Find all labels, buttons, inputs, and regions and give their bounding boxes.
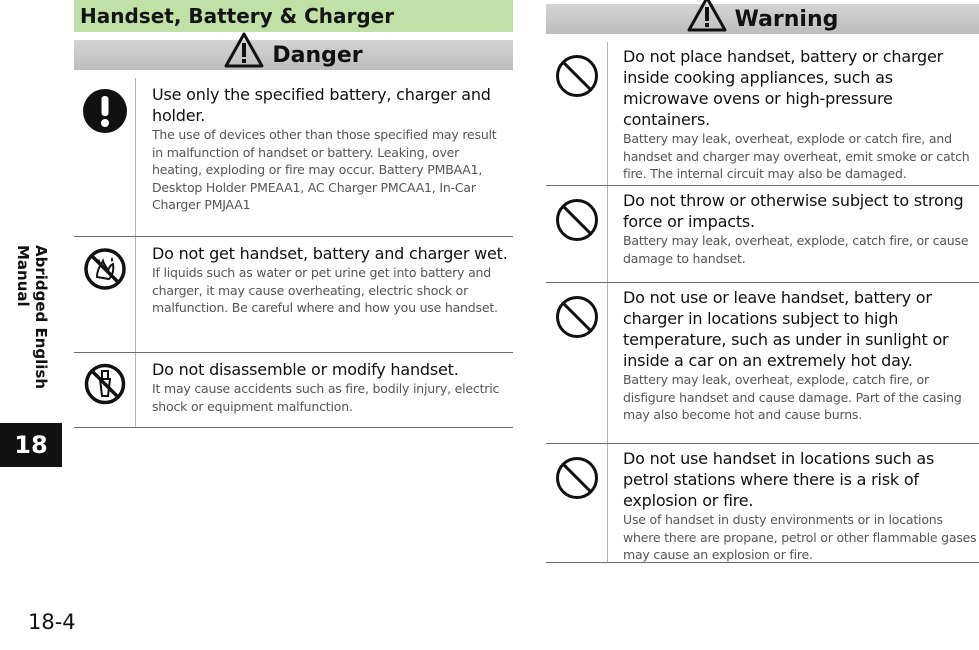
- page-number: 18-4: [28, 610, 76, 634]
- item-heading: Do not get handset, battery and charger wet.: [152, 244, 508, 263]
- right-column: [546, 4, 979, 563]
- chapter-number-badge: 18: [0, 423, 62, 467]
- warning-item: [546, 186, 979, 283]
- item-body: Battery may leak, overheat, explode or catch fire, and handset and charger may overheat, emit smoke or catch fire. The internal circuit may also be damaged.: [623, 131, 970, 181]
- item-heading: Do not use handset in locations such as petrol stations where there is a risk of explosion or fire.: [623, 449, 935, 510]
- item-body: Battery may leak, overheat, explode, catch fire, or cause damage to handset.: [623, 233, 969, 266]
- item-body: Use of handset in dusty environments or in locations where there are propane, petrol or other flammable gases may cause an explosion or fire.: [623, 512, 977, 562]
- item-heading: Use only the specified battery, charger and holder.: [152, 85, 491, 125]
- prohibited-icon: [555, 54, 599, 98]
- no-wet-hands-icon: [83, 247, 127, 291]
- item-heading: Do not throw or otherwise subject to strong force or impacts.: [623, 191, 964, 231]
- mandatory-exclamation-icon: [82, 88, 128, 134]
- danger-item: [74, 353, 513, 428]
- no-disassembly-icon: [84, 363, 126, 405]
- danger-label: Danger: [272, 42, 363, 68]
- danger-item: [74, 237, 513, 353]
- left-column: [74, 0, 513, 428]
- item-heading: Do not use or leave handset, battery or charger in locations subject to high temperature, such as under in sunlight or inside a car on an extremely hot day.: [623, 288, 949, 370]
- caution-triangle-icon: [224, 32, 264, 68]
- warning-item: [546, 42, 979, 186]
- warning-label: Warning: [734, 6, 839, 32]
- danger-item: [74, 78, 513, 237]
- danger-band: [74, 40, 513, 70]
- item-body: If liquids such as water or pet urine get into battery and charger, it may cause overheating, electric shock or malfunction. Be careful where and how you use handset.: [152, 265, 498, 315]
- prohibited-icon: [555, 456, 599, 500]
- caution-triangle-icon: [687, 0, 727, 32]
- section-title: Handset, Battery & Charger: [74, 0, 513, 32]
- warning-item: [546, 283, 979, 444]
- item-body: Battery may leak, overheat, explode, catch fire, or disfigure handset and cause damage. Part of the casing may also become hot and cause burns.: [623, 372, 962, 422]
- item-heading: Do not place handset, battery or charger inside cooking appliances, such as microwave ovens or high-pressure containers.: [623, 47, 944, 129]
- prohibited-icon: [555, 295, 599, 339]
- item-heading: Do not disassemble or modify handset.: [152, 360, 459, 379]
- warning-band: [546, 4, 979, 34]
- chapter-side-tab: [0, 245, 62, 467]
- item-body: It may cause accidents such as fire, bodily injury, electric shock or equipment malfunction.: [152, 381, 500, 414]
- item-body: The use of devices other than those specified may result in malfunction of handset or battery. Leaking, over heating, exploding or fire may occur. Battery PMBAA1, Desktop Holder PMEAA1, AC Charger PMCAA1, In-Car Charger PMJAA1: [152, 127, 497, 212]
- prohibited-icon: [555, 198, 599, 242]
- chapter-title: Abridged English Manual: [14, 245, 50, 390]
- warning-item: [546, 444, 979, 563]
